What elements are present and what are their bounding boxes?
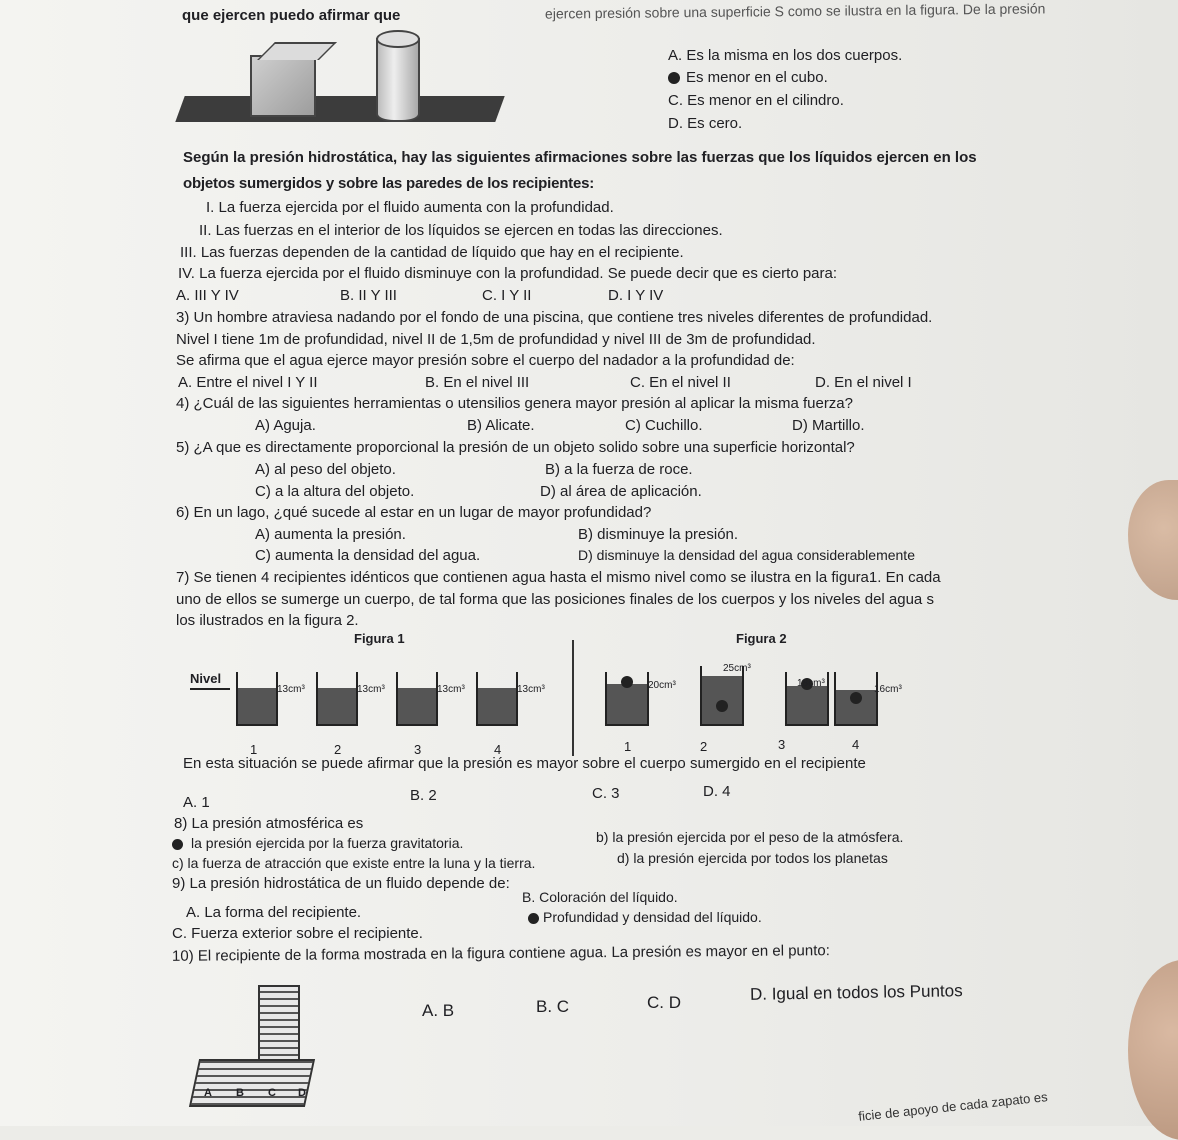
- fig1-volume-1: 13cm³: [277, 684, 305, 695]
- fig2-body-1: [621, 676, 633, 688]
- q4-option-b: B) Alicate.: [467, 417, 535, 434]
- q2-item-4: IV. La fuerza ejercida por el fluido disminuye con la profundidad. Se puede decir que es cierto para:: [178, 265, 838, 282]
- q7-option-a: A. 1: [183, 794, 210, 811]
- fig1-water-4: [478, 688, 516, 724]
- q7-conclusion: En esta situación se puede afirmar que la presión es mayor sobre el cuerpo sumergido en el recipiente: [183, 755, 866, 772]
- fig1-num-1: 1: [250, 742, 258, 757]
- q5-option-b: B) a la fuerza de roce.: [545, 461, 693, 478]
- figure-divider: [572, 640, 574, 756]
- cylinder-top: [376, 30, 420, 48]
- nivel-line: [190, 688, 230, 690]
- support-surface: [175, 96, 504, 122]
- q5-stem: 5) ¿A que es directamente proporcional la presión de un objeto solido sobre una superficie horizontal?: [176, 439, 855, 456]
- fig1-water-1: [238, 688, 276, 724]
- q10-option-d: D. Igual en todos los Puntos: [749, 981, 963, 1004]
- finger-shadow: [1128, 480, 1178, 600]
- q7-option-c: C. 3: [592, 785, 620, 802]
- q2-option-c: C. I Y II: [482, 287, 532, 304]
- q10-option-a: A. B: [422, 1001, 455, 1020]
- q8-option-a: [172, 836, 463, 851]
- q9-option-d: [528, 910, 762, 925]
- fig1-volume-2: 13cm³: [357, 684, 385, 695]
- q7-option-b: B. 2: [410, 787, 437, 804]
- q6-stem: 6) En un lago, ¿qué sucede al estar en un lugar de mayor profundidad?: [176, 504, 652, 521]
- q8-option-d: d) la presión ejercida por todos los planetas: [617, 850, 888, 866]
- answer-mark-icon: [172, 839, 183, 850]
- q1-option-a: A. Es la misma en los dos cuerpos.: [668, 47, 903, 64]
- fig2-num-1: 1: [624, 739, 632, 754]
- q5-option-c: C) a la altura del objeto.: [255, 483, 415, 500]
- q2-stem-line1: Según la presión hidrostática, hay las siguientes afirmaciones sobre las fuerzas que los líquidos ejercen en los: [183, 149, 977, 166]
- vessel-point-b: B: [236, 1087, 244, 1099]
- fig2-water-3: [787, 686, 827, 724]
- q3-option-b: B. En el nivel III: [425, 374, 530, 391]
- q6-option-c: C) aumenta la densidad del agua.: [255, 547, 481, 564]
- q2-option-a: A. III Y IV: [176, 287, 239, 304]
- q10-vessel-figure: [190, 985, 340, 1115]
- q9-option-c: C. Fuerza exterior sobre el recipiente.: [172, 925, 423, 942]
- q2-item-2: II. Las fuerzas en el interior de los líquidos se ejercen en todas las direcciones.: [199, 222, 723, 239]
- q7-stem-line3: los ilustrados en la figura 2.: [176, 612, 359, 629]
- q4-option-d: D) Martillo.: [792, 417, 865, 434]
- fig2-body-4: [850, 692, 862, 704]
- vessel-base: [189, 1059, 315, 1107]
- fig2-beaker-1: [605, 672, 649, 726]
- cube-top: [257, 42, 337, 60]
- q8-option-a-text: la presión ejercida por la fuerza gravitatoria.: [191, 835, 464, 851]
- q3-stem-line1: 3) Un hombre atraviesa nadando por el fondo de una piscina, que contiene tres niveles diferentes de profundidad.: [176, 309, 933, 326]
- fig2-beaker-4: [834, 672, 878, 726]
- q4-stem: 4) ¿Cuál de las siguientes herramientas o utensilios genera mayor presión al aplicar la misma fuerza?: [176, 395, 853, 412]
- header-top-line: ejercen presión sobre una superficie S como se ilustra en la figura. De la presión: [544, 0, 1046, 22]
- q2-option-b: B. II Y III: [340, 287, 397, 304]
- q3-stem-line2: Nivel I tiene 1m de profundidad, nivel II de 1,5m de profundidad y nivel III de 3m de profundidad.: [176, 331, 816, 348]
- q3-option-a: A. Entre el nivel I Y II: [178, 374, 318, 391]
- fig2-volume-3: 18cm³: [797, 678, 825, 689]
- fig2-num-2: 2: [700, 739, 708, 754]
- q10-option-c: C. D: [647, 993, 681, 1012]
- cylinder: [376, 38, 420, 122]
- q7-option-d: D. 4: [703, 783, 731, 800]
- fig2-num-3: 3: [778, 737, 786, 752]
- fig2-num-4: 4: [852, 737, 860, 752]
- q8-option-c: c) la fuerza de atracción que existe entre la luna y la tierra.: [172, 855, 536, 871]
- fig2-volume-1: 20cm³: [648, 680, 676, 691]
- q9-option-d-text: Profundidad y densidad del líquido.: [543, 909, 762, 925]
- vessel-point-d: D: [298, 1087, 306, 1099]
- q10-stem: 10) El recipiente de la forma mostrada en la figura contiene agua. La presión es mayor en el punto:: [171, 942, 830, 965]
- fig1-beaker-2: [316, 672, 358, 726]
- fig2-volume-2: 25cm³: [723, 663, 751, 674]
- fig1-beaker-4: [476, 672, 518, 726]
- q2-stem-line2: objetos sumergidos y sobre las paredes de los recipientes:: [183, 175, 595, 192]
- q8-option-b: b) la presión ejercida por el peso de la atmósfera.: [596, 829, 904, 845]
- figure1-title: Figura 1: [354, 631, 405, 646]
- q3-option-d: D. En el nivel I: [815, 374, 912, 391]
- fig1-water-3: [398, 688, 436, 724]
- answer-mark-icon: [668, 72, 680, 84]
- q7-stem-line1: 7) Se tienen 4 recipientes idénticos que contienen agua hasta el mismo nivel como se ilustra en la figura1. En cada: [176, 569, 941, 586]
- cube-cylinder-figure: [180, 30, 650, 150]
- cube: [250, 55, 316, 117]
- fig1-volume-4: 13cm³: [517, 684, 545, 695]
- fig2-beaker-2: [700, 666, 744, 726]
- fig1-water-2: [318, 688, 356, 724]
- q5-option-d: D) al área de aplicación.: [540, 483, 702, 500]
- fig1-num-2: 2: [334, 742, 342, 757]
- q9-option-b: B. Coloración del líquido.: [522, 889, 678, 905]
- vessel-point-a: A: [204, 1087, 212, 1099]
- q3-option-c: C. En el nivel II: [630, 374, 731, 391]
- fig2-volume-4: 16cm³: [874, 684, 902, 695]
- fig1-num-3: 3: [414, 742, 422, 757]
- vessel-point-c: C: [268, 1087, 276, 1099]
- header-left-line: que ejercen puedo afirmar que: [182, 7, 401, 24]
- q1-option-d: D. Es cero.: [668, 115, 743, 132]
- fig1-volume-3: 13cm³: [437, 684, 465, 695]
- fig1-beaker-1: [236, 672, 278, 726]
- figure2-title: Figura 2: [736, 631, 787, 646]
- q4-option-c: C) Cuchillo.: [625, 417, 703, 434]
- q1-option-c: C. Es menor en el cilindro.: [668, 92, 844, 109]
- q6-option-b: B) disminuye la presión.: [578, 526, 739, 543]
- q3-stem-line3: Se afirma que el agua ejerce mayor presión sobre el cuerpo del nadador a la profundidad de:: [176, 352, 795, 369]
- q1-option-b: [668, 70, 828, 87]
- finger-shadow-bottom: [1128, 960, 1178, 1140]
- q10-option-b: B. C: [536, 997, 570, 1016]
- q2-option-d: D. I Y IV: [608, 287, 664, 304]
- q6-option-d: D) disminuye la densidad del agua considerablemente: [578, 547, 915, 563]
- footer-next-line: ficie de apoyo de cada zapato es: [857, 1089, 1049, 1124]
- q2-item-1: I. La fuerza ejercida por el fluido aumenta con la profundidad.: [206, 199, 614, 216]
- q5-option-a: A) al peso del objeto.: [255, 461, 396, 478]
- nivel-label: Nivel: [190, 671, 222, 686]
- q9-stem: 9) La presión hidrostática de un fluido depende de:: [172, 875, 510, 892]
- fig1-num-4: 4: [494, 742, 502, 757]
- q1-option-b-text: Es menor en el cubo.: [686, 69, 828, 86]
- q9-option-a: A. La forma del recipiente.: [186, 904, 362, 921]
- fig2-water-1: [607, 684, 647, 724]
- fig1-beaker-3: [396, 672, 438, 726]
- q7-stem-line2: uno de ellos se sumerge un cuerpo, de tal forma que las posiciones finales de los cuerpos y los niveles del agua s: [176, 591, 934, 608]
- fig2-body-2: [716, 700, 728, 712]
- q8-stem: 8) La presión atmosférica es: [174, 815, 364, 832]
- q6-option-a: A) aumenta la presión.: [255, 526, 406, 543]
- q4-option-a: A) Aguja.: [255, 417, 316, 434]
- answer-mark-icon: [528, 913, 539, 924]
- q2-item-3: III. Las fuerzas dependen de la cantidad de líquido que hay en el recipiente.: [180, 244, 684, 261]
